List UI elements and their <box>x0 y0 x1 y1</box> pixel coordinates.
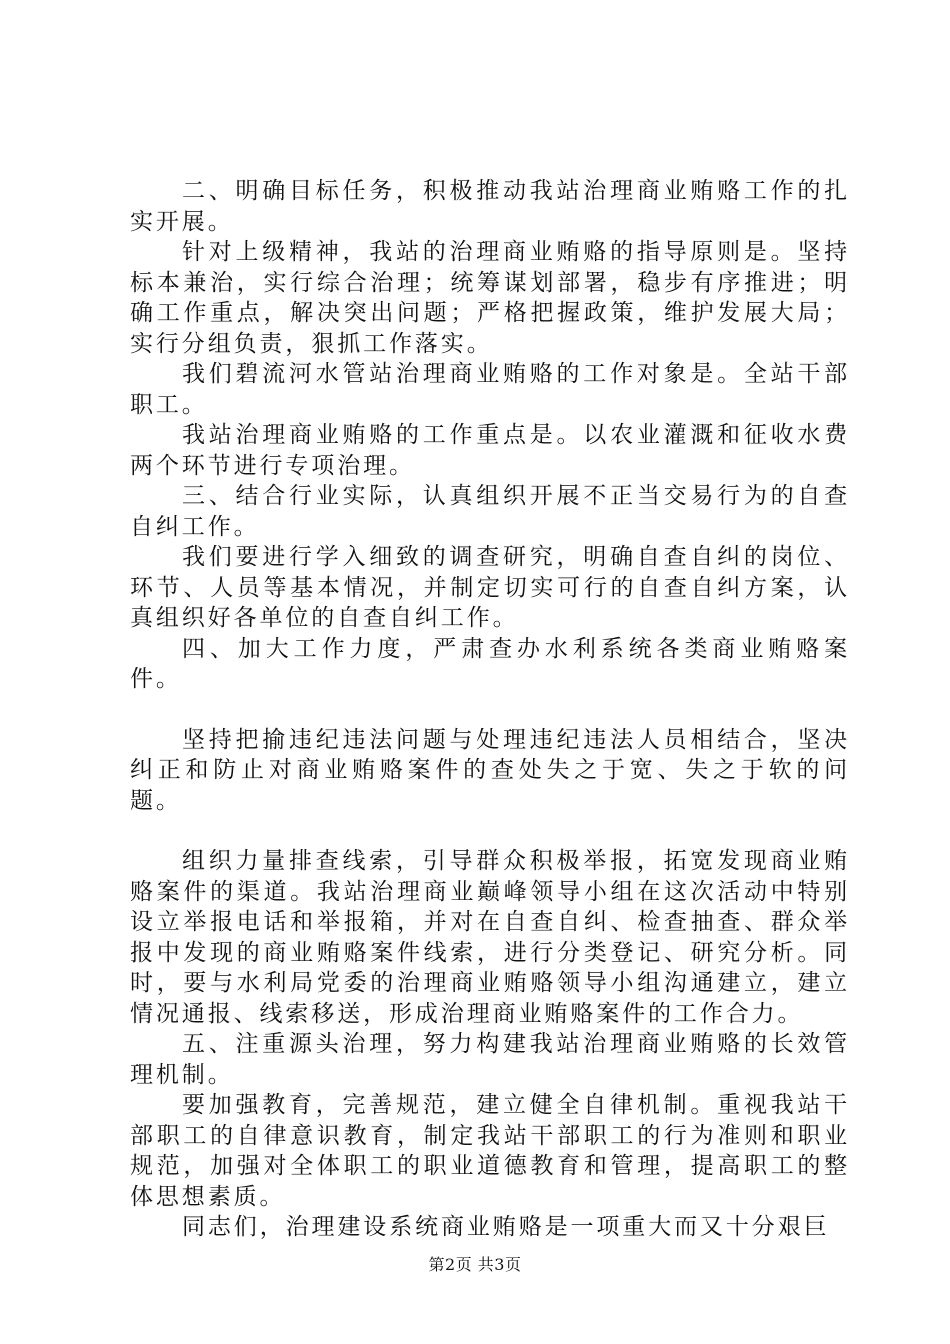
document-body <box>130 176 850 1243</box>
paragraph-closing: 同志们，治理建设系统商业贿赂是一项重大而又十分艰巨 <box>182 1214 830 1240</box>
paragraph-clue-investigation: 组织力量排查线索，引导群众积极举报，拓宽发现商业贿赂案件的渠道。我站治理商业巅峰领导小组在这次活动中特别设立举报电话和举报箱，并对在自查自纠、检查抽查、群众举报中发现的商业贿赂案件线索，进行分类登记、研究分析。同时，要与水利局党委的治理商业贿赂领导小组沟通建立，建立情况通报、线索移送，形成治理商业贿赂案件的工作合力。 <box>130 848 850 1027</box>
paragraph-self-inspection: 我们要进行学入细致的调查研究，明确自查自纠的岗位、环节、人员等基本情况，并制定切实可行的自查自纠方案，认真组织好各单位的自查自纠工作。 <box>130 544 850 631</box>
page-number-footer: 第2页 共3页 <box>428 1255 522 1274</box>
paragraph-case-handling: 坚持把揄违纪违法问题与处理违纪违法人员相结合，坚决纠正和防止对商业贿赂案件的查处失之于宽、失之于软的问题。 <box>130 726 850 814</box>
paragraph-section-two-heading: 二、明确目标任务，积极推动我站治理商业贿赂工作的扎实开展。 <box>130 178 850 235</box>
paragraph-section-four-heading: 四、加大工作力度，严肃查办水利系统各类商业贿赂案件。 <box>130 635 850 692</box>
paragraph-guiding-principles: 针对上级精神，我站的治理商业贿赂的指导原则是。坚持标本兼治，实行综合治理；统筹谋划部署，稳步有序推进；明确工作重点，解决突出问题；严格把握政策，维护发展大局；实行分组负责，狠抓工作落实。 <box>130 239 850 357</box>
paragraph-work-targets: 我们碧流河水管站治理商业贿赂的工作对象是。全站干部职工。 <box>130 361 850 418</box>
paragraph-section-three-heading: 三、结合行业实际，认真组织开展不正当交易行为的自查自纠工作。 <box>130 483 850 540</box>
paragraph-section-five-heading: 五、注重源头治理，努力构建我站治理商业贿赂的长效管理机制。 <box>130 1031 850 1088</box>
paragraph-work-focus: 我站治理商业贿赂的工作重点是。以农业灌溉和征收水费两个环节进行专项治理。 <box>130 422 850 479</box>
paragraph-education-discipline: 要加强教育，完善规范，建立健全自律机制。重视我站干部职工的自律意识教育，制定我站干部职工的行为准则和职业规范，加强对全体职工的职业道德教育和管理，提高职工的整体思想素质。 <box>130 1092 850 1210</box>
